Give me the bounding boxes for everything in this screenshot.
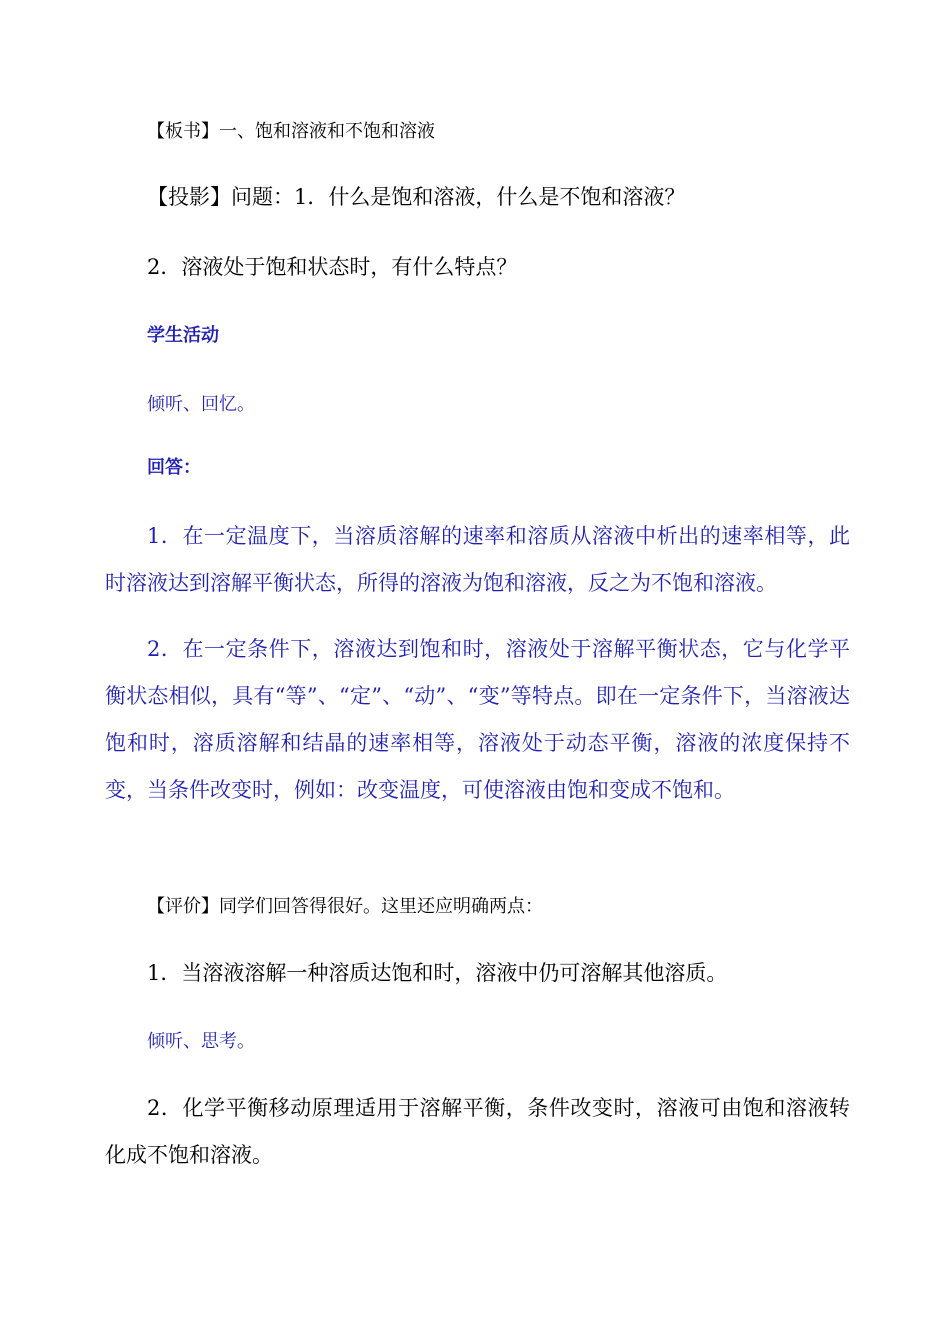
- answer-1: 1．在一定温度下，当溶质溶解的速率和溶质从溶液中析出的速率相等，此时溶液达到溶解平衡状态，所得的溶液为饱和溶液，反之为不饱和溶液。: [105, 524, 850, 595]
- question-2: 2．溶液处于饱和状态时，有什么特点？: [147, 255, 518, 279]
- listen-recall: 倾听、回忆。: [147, 394, 255, 415]
- evaluation-note: 【评价】同学们回答得很好。这里还应明确两点：: [147, 896, 543, 917]
- answer-2: 2．在一定条件下，溶液达到饱和时，溶液处于溶解平衡状态，它与化学平衡状态相似，具有“等”、“定”、“动”、“变”等特点。即在一定条件下，当溶液达饱和时，溶质溶解和结晶的速率相等，溶液处于动态平衡，溶液的浓度保持不变，当条件改变时，例如：改变温度，可使溶液由饱和变成不饱和。: [105, 637, 850, 802]
- point-2: 2．化学平衡移动原理适用于溶解平衡，条件改变时，溶液可由饱和溶液转化成不饱和溶液。: [105, 1096, 850, 1167]
- listen-think: 倾听、思考。: [147, 1031, 255, 1052]
- projection-question: 【投影】问题：1．什么是饱和溶液，什么是不饱和溶液？: [147, 185, 686, 209]
- student-activity-heading: 学生活动: [147, 325, 219, 346]
- answer-heading: 回答：: [147, 457, 201, 478]
- blackboard-note: 【板书】一、饱和溶液和不饱和溶液: [147, 121, 435, 142]
- point-1: 1．当溶液溶解一种溶质达饱和时，溶液中仍可溶解其他溶质。: [147, 961, 728, 985]
